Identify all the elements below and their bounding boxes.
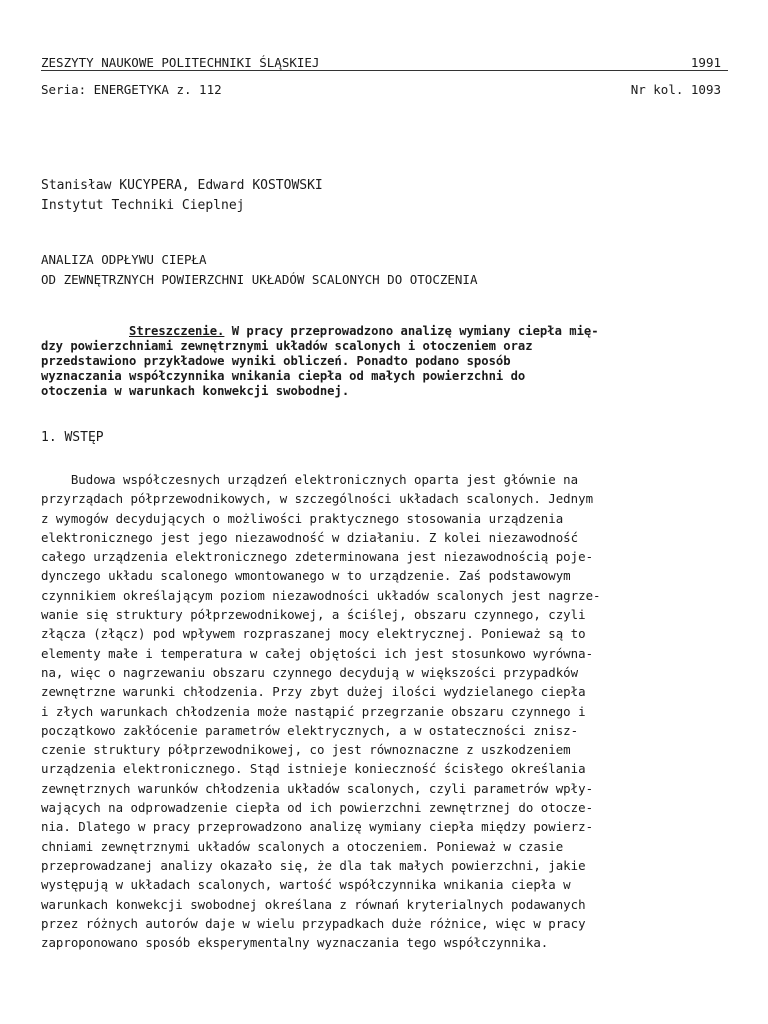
body-line: złącza (złącz) pod wpływem rozpraszanej mocy elektrycznej. Ponieważ są to [41,626,586,642]
abstract-line: przedstawiono przykładowe wyniki obliczeń. Ponadto podano sposób [41,354,511,368]
author-institute: Instytut Techniki Cieplnej [41,198,245,213]
body-line: na, więc o nagrzewaniu obszaru czynnego decydują w większości przypadków [41,664,579,680]
body-line: przez różnych autorów daje w wielu przypadkach duże różnice, więc w pracy [41,915,586,931]
abstract-line: W pracy przeprowadzono analizę wymiany ciepła mię- [224,324,599,338]
body-line: całego urządzenia elektronicznego zdeterminowana jest niezawodnością poje- [41,549,594,565]
body-line: zewnętrznych warunków chłodzenia układów scalonych, czyli parametrów wpły- [41,780,594,796]
paper-title [41,250,478,290]
body-line: przyrządach półprzewodnikowych, w szczególności układach scalonych. Jednym [41,491,594,507]
body-line: czynnikiem określającym poziom niezawodności układów scalonych jest nagrze- [41,587,601,603]
series-info: Seria: ENERGETYKA z. 112 [41,82,222,97]
body-line: zaproponowano sposób eksperymentalny wyznaczania tego współczynnika. [41,935,549,951]
body-line: chniami zewnętrznymi układów scalonych a otoczeniem. Ponieważ w czasie [41,838,564,854]
author-block [41,176,323,216]
body-line: czenie struktury półprzewodnikowej, co jest równoznaczne z uszkodzeniem [41,742,571,758]
body-line: zewnętrzne warunki chłodzenia. Przy zbyt dużej ilości wydzielanego ciepła [41,684,586,700]
body-line: Budowa współczesnych urządzeń elektronicznych oparta jest głównie na [41,472,579,487]
title-line-2: OD ZEWNĘTRZNYCH POWIERZCHNI UKŁADÓW SCALONYCH DO OTOCZENIA [41,272,478,287]
body-line: występują w układach scalonych, wartość współczynnika wnikania ciepła w [41,877,571,893]
body-line: warunkach konwekcji swobodnej określana z równań kryterialnych podawanych [41,896,586,912]
body-line: elementy małe i temperatura w całej objętości ich jest stosunkowo wyrówna- [41,645,594,661]
header-rule [41,70,728,71]
abstract-line: dzy powierzchniami zewnętrznymi układów scalonych i otoczeniem oraz [41,339,533,353]
body-text [41,470,731,952]
abstract-label: Streszczenie. [129,324,225,338]
publication-year: 1991 [690,55,721,70]
body-line: przeprowadzanej analizy okazało się, że dla tak małych powierzchni, jakie [41,857,586,873]
section-heading: 1. WSTĘP [41,430,104,445]
body-line: początkowo zakłócenie parametrów elektrycznych, a w ostateczności znisz- [41,722,579,738]
body-line: wanie się struktury półprzewodnikowej, a ściślej, obszaru czynnego, czyli [41,607,586,623]
body-line: i złych warunkach chłodzenia może nastąpić przegrzanie obszaru czynnego i [41,703,586,719]
abstract-line: wyznaczania współczynnika wnikania ciepła od małych powierzchni do [41,369,526,383]
body-line: elektronicznego jest jego niezawodność w działaniu. Z kolei niezawodność [41,529,579,545]
volume-number: Nr kol. 1093 [630,82,721,97]
abstract-line: otoczenia w warunkach konwekcji swobodnej. [41,384,350,398]
body-line: urządzenia elektronicznego. Stąd istnieje konieczność ścisłego określania [41,761,586,777]
journal-name: ZESZYTY NAUKOWE POLITECHNIKI ŚLĄSKIEJ [41,55,320,70]
author-names: Stanisław KUCYPERA, Edward KOSTOWSKI [41,178,323,193]
body-line: z wymogów decydujących o możliwości praktycznego stosowania urządzenia [41,510,564,526]
abstract [41,324,731,399]
body-line: dynczego układu scalonego wmontowanego w to urządzenie. Zaś podstawowym [41,568,571,584]
title-line-1: ANALIZA ODPŁYWU CIEPŁA [41,252,207,267]
body-line: nia. Dlatego w pracy przeprowadzono analizę wymiany ciepła między powierz- [41,819,594,835]
body-line: wających na odprowadzenie ciepła od ich powierzchni zewnętrznej do otocze- [41,800,594,816]
